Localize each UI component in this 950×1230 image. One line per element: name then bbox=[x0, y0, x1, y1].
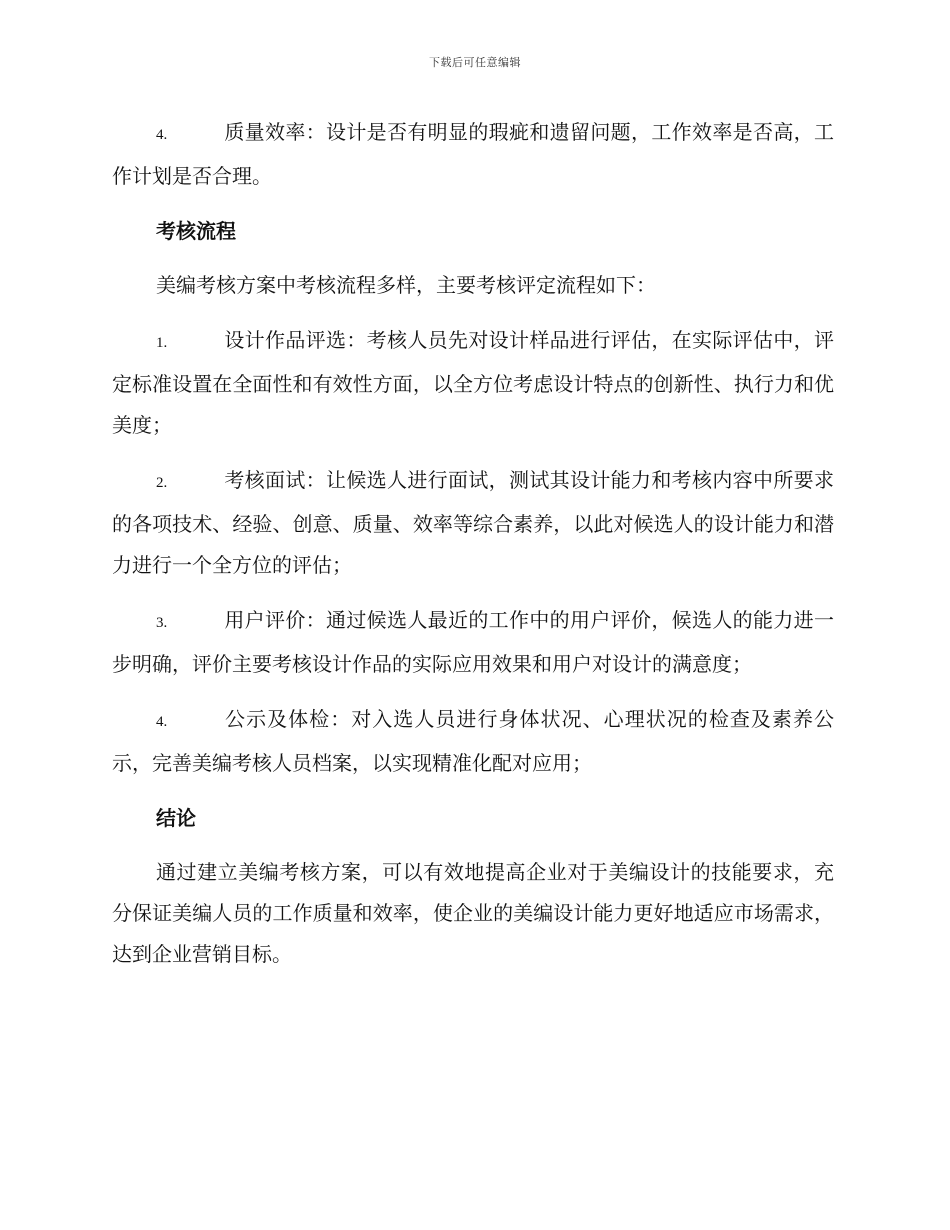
list-item-process-3 bbox=[112, 600, 834, 685]
list-item-process-2 bbox=[112, 460, 834, 586]
list-item-text: 公示及体检：对入选人员进行身体状况、心理状况的检查及素养公示，完善美编考核人员档案，以实现精准化配对应用； bbox=[112, 707, 834, 775]
list-item-text: 用户评价：通过候选人最近的工作中的用户评价，候选人的能力进一步明确，评价主要考核设计作品的实际应用效果和用户对设计的满意度； bbox=[112, 608, 834, 676]
list-item-quality-efficiency bbox=[112, 112, 834, 197]
list-number: 4. bbox=[156, 127, 168, 143]
list-number: 2. bbox=[156, 475, 168, 491]
document-body bbox=[112, 112, 834, 989]
section-heading-conclusion: 结论 bbox=[156, 806, 196, 830]
page-header: 下载后可任意编辑 bbox=[429, 56, 521, 69]
list-item-process-4 bbox=[112, 699, 834, 784]
section-heading-process: 考核流程 bbox=[156, 219, 236, 243]
list-item-text: 质量效率：设计是否有明显的瑕疵和遗留问题，工作效率是否高，工作计划是否合理。 bbox=[112, 120, 834, 188]
list-item-text: 设计作品评选：考核人员先对设计样品进行评估，在实际评估中，评定标准设置在全面性和有效性方面，以全方位考虑设计特点的创新性、执行力和优美度； bbox=[112, 328, 834, 437]
list-number: 3. bbox=[156, 615, 168, 631]
list-item-process-1 bbox=[112, 320, 834, 446]
list-number: 4. bbox=[156, 714, 168, 730]
conclusion-paragraph: 通过建立美编考核方案，可以有效地提高企业对于美编设计的技能要求，充分保证美编人员的工作质量和效率，使企业的美编设计能力更好地适应市场需求，达到企业营销目标。 bbox=[112, 860, 834, 966]
list-number: 1. bbox=[156, 335, 168, 351]
list-item-text: 考核面试：让候选人进行面试，测试其设计能力和考核内容中所要求的各项技术、经验、创意、质量、效率等综合素养，以此对候选人的设计能力和潜力进行一个全方位的评估； bbox=[112, 468, 834, 577]
process-intro-paragraph: 美编考核方案中考核流程多样，主要考核评定流程如下： bbox=[156, 273, 656, 297]
